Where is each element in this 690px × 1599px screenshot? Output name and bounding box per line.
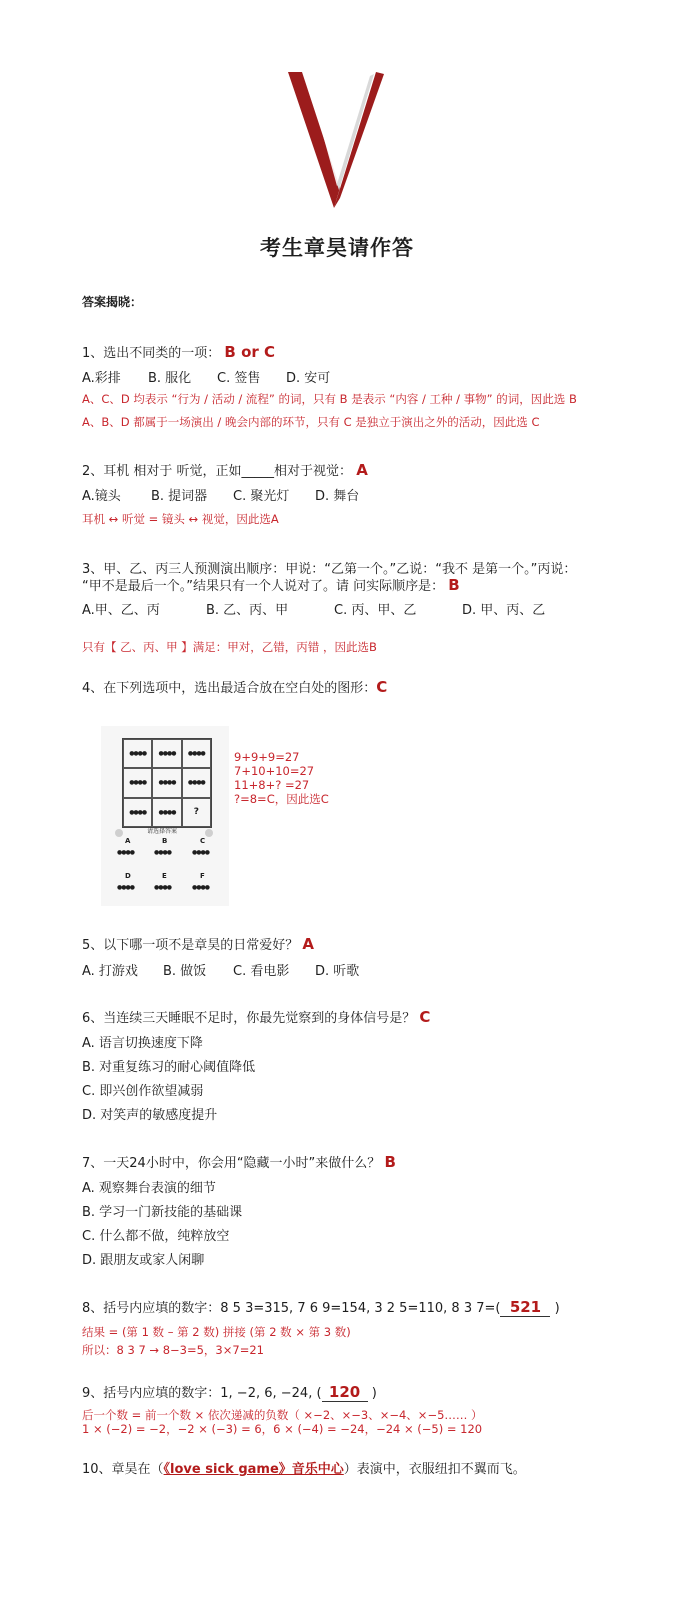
q3-option-b: B. 乙、丙、甲	[206, 603, 289, 618]
q9-text: 9、括号内应填的数字：1, −2, 6, −24, ( 120 )	[82, 1383, 377, 1401]
q4-option-label-c: C	[200, 837, 206, 845]
q4-option-dots-b: ●●●●	[154, 849, 171, 856]
q10-answer: 《love sick game》音乐中心	[163, 1462, 344, 1477]
answer-reveal-label: 答案揭晓：	[82, 295, 143, 309]
q3-option-d: D. 甲、丙、乙	[462, 603, 546, 618]
q2-explain: 耳机 ↔ 听觉 = 镜头 ↔ 视觉，因此选A	[82, 512, 279, 526]
decor-dot	[205, 829, 213, 837]
q6-text: 6、当连续三天睡眠不足时，你最先觉察到的身体信号是？ C	[82, 1008, 431, 1026]
q4-puzzle-figure	[101, 726, 229, 906]
q3-answer: B	[448, 576, 460, 594]
q4-option-label-f: F	[200, 872, 205, 880]
grid-cell: ●●●●	[152, 798, 181, 827]
q1-option-d: D. 安可	[286, 371, 331, 386]
q6-option-c: C. 即兴创作欲望减弱	[82, 1084, 204, 1099]
q6-answer: C	[419, 1008, 431, 1026]
q1-option-b: B. 服化	[148, 371, 192, 386]
q4-text: 4、在下列选项中，选出最适合放在空白处的图形：C	[82, 678, 388, 696]
grid-cell: ●●●●	[123, 739, 152, 768]
q9-answer: 120	[322, 1383, 368, 1402]
q8-explain-1: 结果 = (第 1 数 – 第 2 数) 拼接 (第 2 数 × 第 3 数)	[82, 1325, 351, 1339]
q1-option-c: C. 签售	[217, 371, 261, 386]
q1-explain-1: A、C、D 均表示 “行为 / 活动 / 流程” 的词，只有 B 是表示 “内容 / 工种 / 事物” 的词，因此选 B	[82, 392, 577, 406]
q5-answer: A	[302, 935, 315, 953]
q10-text: 10、章昊在（《love sick game》音乐中心）表演中，衣服纽扣不翼而飞。	[82, 1462, 526, 1477]
q4-option-label-d: D	[125, 872, 131, 880]
q3-text-line2: “甲不是最后一个。”结果只有一个人说对了。请 问实际顺序是： B	[82, 576, 460, 594]
q7-text: 7、一天24小时中，你会用“隐藏一小时”来做什么？ B	[82, 1153, 396, 1171]
q8-explain-2: 所以：8 3 7 → 8−3=5，3×7=21	[82, 1343, 264, 1357]
q4-option-dots-c: ●●●●	[192, 849, 209, 856]
q4-math-3: 11+8+? =27	[234, 778, 310, 792]
q4-option-label-b: B	[162, 837, 168, 845]
q2-option-a: A.镜头	[82, 489, 121, 504]
q7-answer: B	[384, 1153, 396, 1171]
grid-cell: ●●●●	[123, 798, 152, 827]
grid-cell: ●●●●	[152, 768, 181, 797]
q5-option-c: C. 看电影	[233, 964, 290, 979]
page-title: 考生章昊请作答	[260, 236, 414, 260]
decor-dot	[115, 829, 123, 837]
grid-cell: ●●●●	[152, 739, 181, 768]
q4-caption: 请选择答案	[147, 828, 178, 835]
q4-option-dots-d: ●●●●	[117, 884, 134, 891]
q7-option-a: A. 观察舞台表演的细节	[82, 1181, 216, 1196]
q6-option-a: A. 语言切换速度下降	[82, 1036, 203, 1051]
q3-explain: 只有【 乙、丙、甲 】满足：甲对，乙错，丙错 ，因此选B	[82, 640, 377, 654]
q2-option-c: C. 聚光灯	[233, 489, 290, 504]
q7-option-b: B. 学习一门新技能的基础课	[82, 1205, 243, 1220]
q3-option-c: C. 丙、甲、乙	[334, 603, 417, 618]
q6-option-b: B. 对重复练习的耐心阈值降低	[82, 1060, 256, 1075]
q5-option-b: B. 做饭	[163, 964, 207, 979]
grid-cell-question: ?	[182, 798, 211, 827]
q4-math-4: ?=8=C，因此选C	[234, 792, 329, 806]
q8-text: 8、括号内应填的数字：8 5 3=315, 7 6 9=154, 3 2 5=110, 8 3 7=( 521 )	[82, 1298, 560, 1316]
q3-option-a: A.甲、乙、丙	[82, 603, 160, 618]
q5-text: 5、以下哪一项不是章昊的日常爱好？ A	[82, 935, 315, 953]
q8-answer: 521	[500, 1298, 550, 1317]
q9-explain-1: 后一个数 = 前一个数 × 依次递减的负数（ ×−2、×−3、×−4、×−5…… ）	[82, 1408, 483, 1422]
q4-option-label-a: A	[125, 837, 131, 845]
q4-option-label-e: E	[162, 872, 167, 880]
grid-cell: ●●●●	[123, 768, 152, 797]
q1-answer: B or C	[224, 343, 276, 361]
q1-explain-2: A、B、D 都属于一场演出 / 晚会内部的环节，只有 C 是独立于演出之外的活动，因此选 C	[82, 415, 540, 429]
q5-option-a: A. 打游戏	[82, 964, 138, 979]
q7-option-d: D. 跟朋友或家人闲聊	[82, 1253, 205, 1268]
q6-option-d: D. 对笑声的敏感度提升	[82, 1108, 218, 1123]
q7-option-c: C. 什么都不做，纯粹放空	[82, 1229, 230, 1244]
q4-puzzle-grid	[122, 738, 212, 828]
v-ribbon-logo	[284, 70, 390, 212]
q9-explain-2: 1 × (−2) = −2，−2 × (−3) = 6，6 × (−4) = −24，−24 × (−5) = 120	[82, 1422, 483, 1436]
q4-math-2: 7+10+10=27	[234, 764, 315, 778]
q2-text: 2、耳机 相对于 听觉，正如_____相对于视觉： A	[82, 461, 368, 479]
q1-text: 1、选出不同类的一项： B or C	[82, 343, 276, 361]
q4-option-dots-f: ●●●●	[192, 884, 209, 891]
q2-answer: A	[356, 461, 368, 479]
q4-answer: C	[376, 678, 388, 696]
q4-option-dots-a: ●●●●	[117, 849, 134, 856]
q3-text-line1: 3、甲、乙、丙三人预测演出顺序：甲说：“乙第一个。”乙说：“我不 是第一个。”丙说：	[82, 562, 577, 577]
q4-option-dots-e: ●●●●	[154, 884, 171, 891]
q2-option-d: D. 舞台	[315, 489, 360, 504]
q1-option-a: A.彩排	[82, 371, 121, 386]
q2-option-b: B. 提词器	[151, 489, 208, 504]
grid-cell: ●●●●	[182, 768, 211, 797]
q4-math-1: 9+9+9=27	[234, 750, 300, 764]
grid-cell: ●●●●	[182, 739, 211, 768]
q5-option-d: D. 听歌	[315, 964, 360, 979]
